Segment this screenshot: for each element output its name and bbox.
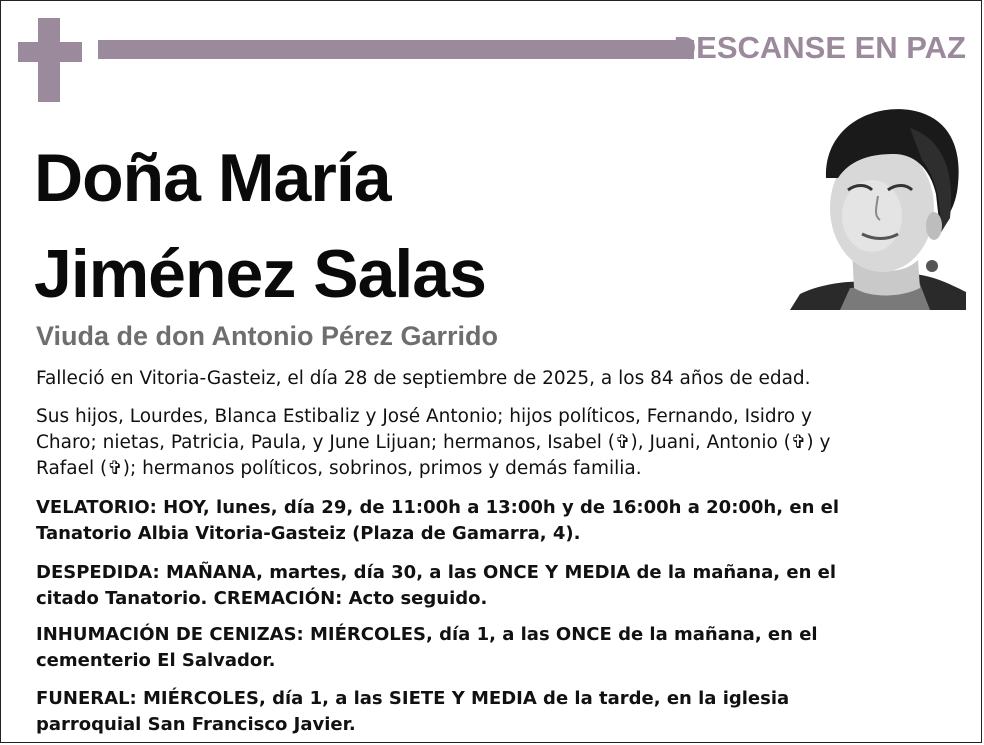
deceased-name — [34, 130, 774, 322]
despedida-info: DESPEDIDA: MAÑANA, martes, día 30, a las ONCE Y MEDIA de la mañana, en el citado Tanatorio. CREMACIÓN: Acto seguido. — [36, 562, 837, 609]
family-paragraph — [36, 404, 946, 482]
cross-icon — [18, 18, 82, 102]
header-label: DESCANSE EN PAZ — [673, 30, 966, 65]
portrait-photo — [790, 98, 966, 310]
family-line: Charo; nietas, Patricia, Paula, y June Lijuan; hermanos, Isabel (✞), Juani, Antonio (✞) y — [36, 432, 831, 453]
cross-icon: ✞ — [107, 458, 123, 479]
family-line: Rafael (✞); hermanos políticos, sobrinos, primos y demás familia. — [36, 458, 642, 479]
inhumacion-info: INHUMACIÓN DE CENIZAS: MIÉRCOLES, día 1, a las ONCE de la mañana, en el cementerio El Salvador. — [36, 624, 818, 671]
cross-icon: ✞ — [615, 432, 631, 453]
funeral-info: FUNERAL: MIÉRCOLES, día 1, a las SIETE Y MEDIA de la tarde, en la iglesia parroquial San Francisco Javier. — [36, 688, 790, 735]
cross-icon: ✞ — [790, 432, 807, 453]
deceased-name-line1: Doña María — [34, 140, 391, 216]
death-notice-paragraph: Falleció en Vitoria-Gasteiz, el día 28 de septiembre de 2025, a los 84 años de edad. — [36, 368, 811, 389]
widow-subtitle: Viuda de don Antonio Pérez Garrido — [36, 321, 499, 351]
family-line: Sus hijos, Lourdes, Blanca Estibaliz y José Antonio; hijos políticos, Fernando, Isidro y — [36, 406, 812, 427]
deceased-name-line2: Jiménez Salas — [34, 236, 486, 312]
header-divider-bar — [98, 40, 694, 59]
velatorio-info: VELATORIO: HOY, lunes, día 29, de 11:00h a 13:00h y de 16:00h a 20:00h, en el Tanatorio Albia Vitoria-Gasteiz (Plaza de Gamarra, 4). — [36, 497, 840, 544]
